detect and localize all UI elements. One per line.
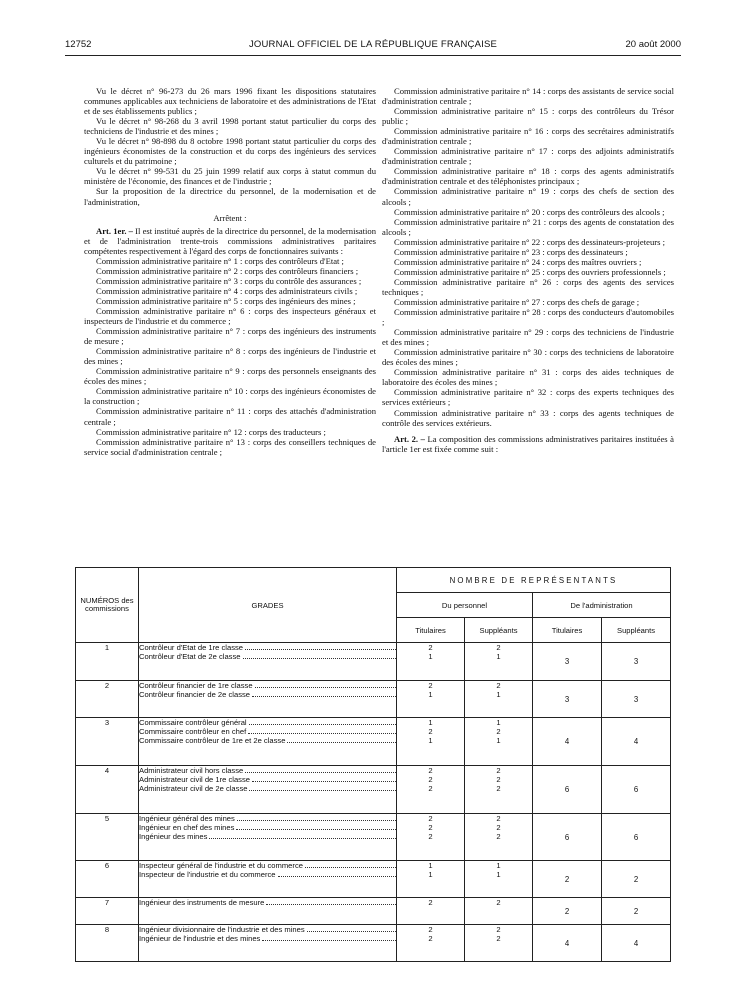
value: 2 <box>428 823 433 833</box>
value: 2 <box>496 766 501 775</box>
dot-leader <box>249 718 396 725</box>
article-1-text: Il est institué auprès de la directrice du personnel, de la modernisation et de l'administration trente-trois commissions administratives paritaires compétentes respectivement à l'égard des corps de fonctionnaires suivants : <box>84 225 376 256</box>
commission-item: Commission administrative paritaire n° 7 : corps des ingénieurs des instruments de mesure ; <box>84 326 376 347</box>
commission-item: Commission administrative paritaire n° 1 : corps des contrôleurs d'Etat ; <box>96 255 344 266</box>
grade-label: Ingénieur en chef des mines <box>139 823 235 833</box>
titulaires-header: Titulaires <box>397 618 465 643</box>
administration-header: De l'administration <box>533 593 671 618</box>
dot-leader <box>249 784 396 791</box>
personnel-suppleants-cell <box>465 861 533 898</box>
grade-label: Commissaire contrôleur en chef <box>139 727 247 737</box>
value: 2 <box>428 766 433 775</box>
grade-line <box>139 727 396 736</box>
value: 1 <box>496 870 501 880</box>
article-1-label: Art. 1er. – <box>96 225 133 236</box>
grade-line <box>139 775 396 784</box>
personnel-header: Du personnel <box>397 593 533 618</box>
commission-number: 5 <box>76 814 139 861</box>
commission-item: Commission administrative paritaire n° 6 : corps des inspecteurs généraux et inspecteurs de l'industrie et du commerce ; <box>84 305 376 327</box>
titulaires-header: Titulaires <box>533 618 602 643</box>
personnel-suppleants-cell <box>465 766 533 814</box>
value: 2 <box>496 832 501 842</box>
left-column <box>84 86 376 457</box>
journal-title: JOURNAL OFFICIEL DE LA RÉPUBLIQUE FRANÇAISE <box>248 39 498 50</box>
grade-line <box>139 898 396 907</box>
commission-number: 2 <box>76 681 139 718</box>
commission-item: Commission administrative paritaire n° 13 : corps des conseillers techniques de service social d'administration centrale ; <box>84 436 376 457</box>
grade-label: Ingénieur général des mines <box>139 814 235 823</box>
commission-item: Commission administrative paritaire n° 18 : corps des agents administratifs d'administration centrale et des téléphonistes principaux ; <box>382 166 674 187</box>
dot-leader <box>236 823 396 830</box>
commission-item: Commission administrative paritaire n° 17 : corps des adjoints administratifs d'administration centrale ; <box>382 146 674 167</box>
visa-paragraph: Vu le décret n° 99-531 du 25 juin 1999 relatif aux corps à statut commun du ministère de l'économie, des finances et de l'industrie ; <box>84 166 376 187</box>
commission-item: Commission administrative paritaire n° 23 : corps des dessinateurs ; <box>394 246 628 257</box>
article-1 <box>84 226 376 256</box>
value: 2 <box>496 934 501 944</box>
value: 2 <box>496 643 501 652</box>
personnel-titulaires-cell <box>397 861 465 898</box>
administration-suppleants-cell: 3 <box>602 681 671 718</box>
grade-line <box>139 934 396 943</box>
dot-leader <box>237 814 396 821</box>
value: 1 <box>496 718 501 727</box>
commission-item: Commission administrative paritaire n° 27 : corps des chefs de garage ; <box>394 296 640 307</box>
commission-item: Commission administrative paritaire n° 3 : corps du contrôle des assurances ; <box>96 275 362 286</box>
dot-leader <box>209 832 396 839</box>
commission-item: Commission administrative paritaire n° 14 : corps des assistants de service social d'administration centrale ; <box>382 86 674 107</box>
commission-list-right <box>382 86 674 428</box>
personnel-titulaires-cell <box>397 925 465 962</box>
value: 1 <box>428 861 433 870</box>
administration-titulaires-cell: 2 <box>533 861 602 898</box>
commission-item: Commission administrative paritaire n° 16 : corps des secrétaires administratifs d'administration centrale ; <box>382 126 674 147</box>
table-row <box>76 814 671 861</box>
page-number: 12752 <box>65 39 92 50</box>
commission-number: 3 <box>76 718 139 766</box>
grade-label: Inspecteur de l'industrie et du commerce <box>139 870 276 880</box>
grade-label: Ingénieur divisionnaire de l'industrie et des mines <box>139 925 305 934</box>
administration-suppleants-cell: 3 <box>602 643 671 681</box>
value: 2 <box>496 898 501 907</box>
nombre-header: NOMBRE DE REPRÉSENTANTS <box>397 568 671 593</box>
commission-item: Commission administrative paritaire n° 19 : corps des chefs de section des alcools ; <box>382 186 674 207</box>
dot-leader <box>252 690 396 697</box>
commission-item: Commission administrative paritaire n° 28 : corps des conducteurs d'automobiles ; <box>382 307 674 328</box>
arrete-heading: Arrêtent : <box>213 212 247 223</box>
grade-label: Commissaire contrôleur de 1re et 2e classe <box>139 736 286 746</box>
value: 2 <box>496 775 501 785</box>
right-column <box>382 86 674 454</box>
grade-label: Administrateur civil de 1re classe <box>139 775 250 785</box>
administration-suppleants-cell: 2 <box>602 898 671 925</box>
dot-leader <box>262 934 396 941</box>
administration-suppleants-cell: 4 <box>602 718 671 766</box>
grades-cell <box>139 814 397 861</box>
value: 2 <box>428 643 433 652</box>
grade-line <box>139 736 396 745</box>
grades-cell <box>139 861 397 898</box>
commission-number: 4 <box>76 766 139 814</box>
value: 2 <box>428 727 433 737</box>
grade-label: Ingénieur de l'industrie et des mines <box>139 934 261 944</box>
value: 2 <box>496 681 501 690</box>
commission-item: Commission administrative paritaire n° 10 : corps des ingénieurs économistes de la construction ; <box>84 386 376 407</box>
header-rule <box>65 55 681 56</box>
value: 2 <box>496 814 501 823</box>
personnel-titulaires-cell <box>397 898 465 925</box>
grade-label: Contrôleur financier de 2e classe <box>139 690 251 700</box>
value: 1 <box>428 690 433 700</box>
value: 2 <box>428 775 433 785</box>
commission-item: Commission administrative paritaire n° 11 : corps des attachés d'administration centrale ; <box>84 406 376 427</box>
representation-table <box>75 567 671 962</box>
page-header <box>65 39 681 53</box>
grades-cell <box>139 718 397 766</box>
grades-cell <box>139 898 397 925</box>
table-row <box>76 643 671 681</box>
article-2 <box>382 434 674 454</box>
value: 2 <box>428 898 433 907</box>
value: 2 <box>428 681 433 690</box>
administration-titulaires-cell: 6 <box>533 766 602 814</box>
administration-suppleants-cell: 2 <box>602 861 671 898</box>
dot-leader <box>287 736 396 743</box>
grade-line <box>139 718 396 727</box>
administration-titulaires-cell: 2 <box>533 898 602 925</box>
commission-item: Commission administrative paritaire n° 21 : corps des agents de constatation des alcools ; <box>382 216 674 237</box>
personnel-suppleants-cell <box>465 814 533 861</box>
grade-line <box>139 766 396 775</box>
grade-line <box>139 681 396 690</box>
grade-line <box>139 643 396 652</box>
grade-line <box>139 652 396 661</box>
value: 1 <box>496 861 501 870</box>
grades-cell <box>139 925 397 962</box>
table-row <box>76 766 671 814</box>
commission-item: Commission administrative paritaire n° 25 : corps des ouvriers professionnels ; <box>394 266 666 277</box>
issue-date: 20 août 2000 <box>625 39 681 50</box>
administration-suppleants-cell: 6 <box>602 766 671 814</box>
administration-titulaires-cell: 6 <box>533 814 602 861</box>
grades-cell <box>139 681 397 718</box>
visa-paragraph: Vu le décret n° 96-273 du 26 mars 1996 fixant les dispositions statutaires communes applicables aux techniciens de laboratoire et des administrations de l'Etat et de ses établissements publics ; <box>84 86 376 117</box>
value: 1 <box>496 690 501 700</box>
dot-leader <box>252 775 396 782</box>
suppleants-header: Suppléants <box>465 618 533 643</box>
grade-label: Administrateur civil hors classe <box>139 766 244 775</box>
grade-line <box>139 823 396 832</box>
commission-item: Commission administrative paritaire n° 33 : corps des agents techniques de contrôle des services extérieurs. <box>382 407 674 428</box>
commission-item: Commission administrative paritaire n° 20 : corps des contrôleurs des alcools ; <box>394 206 665 217</box>
table-row <box>76 898 671 925</box>
personnel-suppleants-cell <box>465 643 533 681</box>
grade-line <box>139 870 396 879</box>
dot-leader <box>243 652 397 659</box>
administration-titulaires-cell: 3 <box>533 643 602 681</box>
grade-label: Ingénieur des mines <box>139 832 208 842</box>
commission-item: Commission administrative paritaire n° 2 : corps des contrôleurs financiers ; <box>96 265 359 276</box>
administration-titulaires-cell: 4 <box>533 718 602 766</box>
article-2-label: Art. 2. – <box>394 433 425 444</box>
grade-label: Contrôleur financier de 1re classe <box>139 681 253 690</box>
proposition-paragraph: Sur la proposition de la directrice du personnel, de la modernisation et de l'administration, <box>84 186 376 207</box>
personnel-suppleants-cell <box>465 925 533 962</box>
value: 2 <box>428 832 433 842</box>
article-2-text: La composition des commissions administratives paritaires instituées à l'article 1er est fixée comme suit : <box>382 433 674 454</box>
commission-item: Commission administrative paritaire n° 15 : corps des contrôleurs du Trésor public ; <box>382 106 674 127</box>
administration-titulaires-cell: 4 <box>533 925 602 962</box>
grade-line <box>139 814 396 823</box>
personnel-titulaires-cell <box>397 718 465 766</box>
administration-suppleants-cell: 4 <box>602 925 671 962</box>
dot-leader <box>245 766 396 773</box>
commission-number: 8 <box>76 925 139 962</box>
grade-line <box>139 690 396 699</box>
value: 2 <box>428 925 433 934</box>
commission-item: Commission administrative paritaire n° 31 : corps des aides techniques de laboratoire des écoles des mines ; <box>382 367 674 388</box>
dot-leader <box>266 898 396 905</box>
commission-list-left <box>84 256 376 457</box>
value: 1 <box>496 652 501 662</box>
suppleants-header: Suppléants <box>602 618 671 643</box>
dot-leader <box>248 727 396 734</box>
table-row <box>76 861 671 898</box>
commission-number: 6 <box>76 861 139 898</box>
commission-item: Commission administrative paritaire n° 30 : corps des techniciens de laboratoire des écoles des mines ; <box>382 347 674 368</box>
grades-cell <box>139 766 397 814</box>
commission-item: Commission administrative paritaire n° 8 : corps des ingénieurs de l'industrie et des mines ; <box>84 346 376 367</box>
personnel-titulaires-cell <box>397 681 465 718</box>
grade-label: Contrôleur d'Etat de 2e classe <box>139 652 241 662</box>
personnel-suppleants-cell <box>465 681 533 718</box>
commission-number: 7 <box>76 898 139 925</box>
commission-item: Commission administrative paritaire n° 32 : corps des experts techniques des services extérieurs ; <box>382 387 674 408</box>
grade-label: Administrateur civil de 2e classe <box>139 784 248 794</box>
value: 1 <box>428 870 433 880</box>
dot-leader <box>305 861 396 868</box>
value: 1 <box>428 736 433 746</box>
value: 2 <box>496 727 501 737</box>
grade-label: Ingénieur des instruments de mesure <box>139 898 265 907</box>
dot-leader <box>278 870 396 877</box>
value: 2 <box>428 814 433 823</box>
table-row <box>76 681 671 718</box>
commission-item: Commission administrative paritaire n° 29 : corps des techniciens de l'industrie et des mines ; <box>382 327 674 348</box>
grades-header: GRADES <box>139 568 397 643</box>
commission-number: 1 <box>76 643 139 681</box>
dot-leader <box>307 925 396 932</box>
administration-suppleants-cell: 6 <box>602 814 671 861</box>
dot-leader <box>255 681 396 688</box>
numeros-header: NUMÉROS des commissions <box>76 568 139 643</box>
visa-paragraph: Vu le décret n° 98-268 du 3 avril 1998 portant statut particulier du corps des techniciens de l'industrie et des mines ; <box>84 116 376 137</box>
value: 1 <box>428 652 433 662</box>
value: 1 <box>428 718 433 727</box>
administration-titulaires-cell: 3 <box>533 681 602 718</box>
personnel-titulaires-cell <box>397 814 465 861</box>
grade-line <box>139 861 396 870</box>
commission-item: Commission administrative paritaire n° 22 : corps des dessinateurs-projeteurs ; <box>394 236 665 247</box>
value: 2 <box>496 784 501 794</box>
value: 2 <box>428 784 433 794</box>
grade-line <box>139 832 396 841</box>
value: 1 <box>496 736 501 746</box>
table-body <box>76 643 671 962</box>
grades-cell <box>139 643 397 681</box>
personnel-titulaires-cell <box>397 643 465 681</box>
personnel-suppleants-cell <box>465 898 533 925</box>
grade-line <box>139 784 396 793</box>
table-row <box>76 925 671 962</box>
dot-leader <box>245 643 396 650</box>
commission-item: Commission administrative paritaire n° 26 : corps des agents des services techniques ; <box>382 276 674 297</box>
grade-label: Commissaire contrôleur général <box>139 718 247 727</box>
commission-item: Commission administrative paritaire n° 4 : corps des administrateurs civils ; <box>96 285 358 296</box>
grade-label: Inspecteur général de l'industrie et du commerce <box>139 861 303 870</box>
value: 2 <box>428 934 433 944</box>
visa-paragraph: Vu le décret n° 98-898 du 8 octobre 1998 portant statut particulier du corps des ingénieurs économistes de la construction et du corps des ingénieurs des services culturels et du patrimoine ; <box>84 136 376 167</box>
table-row <box>76 718 671 766</box>
commission-item: Commission administrative paritaire n° 9 : corps des personnels enseignants des écoles des mines ; <box>84 366 376 387</box>
commission-item: Commission administrative paritaire n° 12 : corps des traducteurs ; <box>96 426 326 437</box>
personnel-titulaires-cell <box>397 766 465 814</box>
commission-item: Commission administrative paritaire n° 24 : corps des maîtres ouvriers ; <box>394 256 642 267</box>
commission-item: Commission administrative paritaire n° 5 : corps des ingénieurs des mines ; <box>96 295 356 306</box>
personnel-suppleants-cell <box>465 718 533 766</box>
grade-line <box>139 925 396 934</box>
grade-label: Contrôleur d'Etat de 1re classe <box>139 643 244 652</box>
value: 2 <box>496 823 501 833</box>
value: 2 <box>496 925 501 934</box>
